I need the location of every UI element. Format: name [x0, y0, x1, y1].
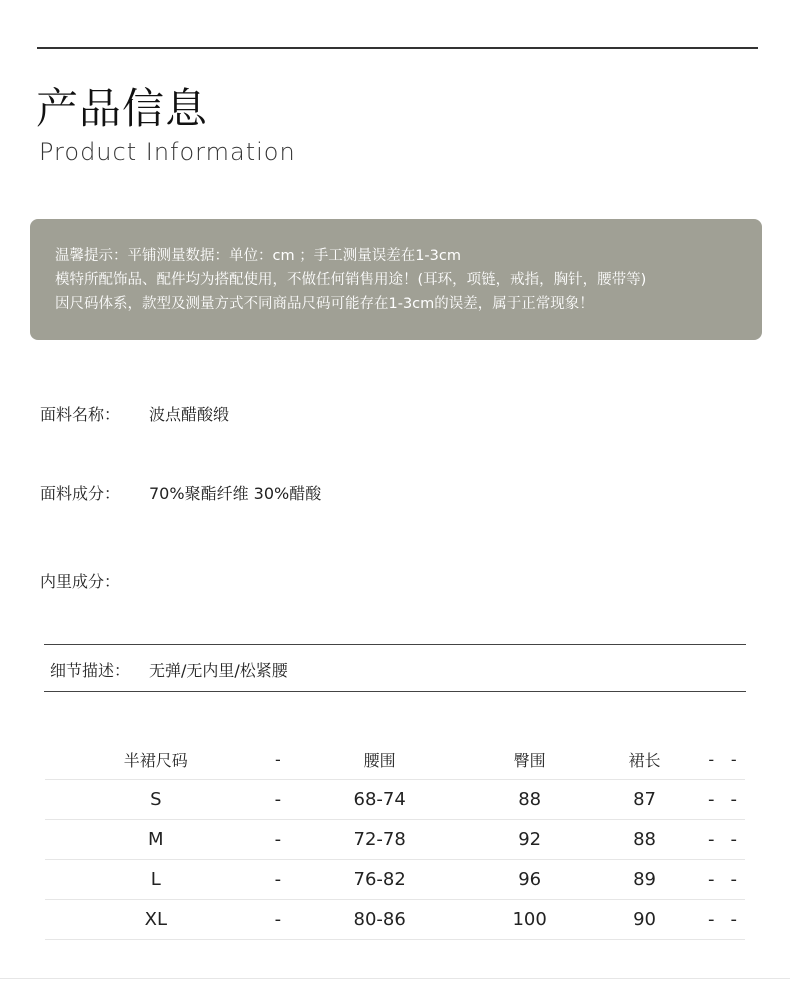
size-cell: 72-78	[289, 820, 470, 860]
size-header-cell: 臀围	[470, 739, 589, 780]
size-cell: 88	[589, 820, 700, 860]
spec-label: 面料成分：	[40, 484, 121, 503]
size-cell: -	[722, 900, 745, 940]
size-cell: 68-74	[289, 780, 470, 820]
size-cell: 100	[470, 900, 589, 940]
detail-value: 无弹/无内里/松紧腰	[149, 661, 288, 680]
size-cell: -	[267, 860, 290, 900]
detail-label: 细节描述：	[50, 661, 131, 680]
size-header-cell: -	[700, 739, 723, 780]
size-cell: -	[267, 780, 290, 820]
spec-label: 面料名称：	[40, 405, 121, 424]
size-cell: M	[45, 820, 267, 860]
size-header-cell: 腰围	[289, 739, 470, 780]
table-row	[45, 900, 745, 940]
size-cell: -	[722, 820, 745, 860]
size-cell: L	[45, 860, 267, 900]
size-cell: -	[700, 900, 723, 940]
page-title: 产品信息	[36, 84, 209, 133]
size-cell: 89	[589, 860, 700, 900]
size-header-cell: 半裙尺码	[45, 739, 267, 780]
size-cell: 87	[589, 780, 700, 820]
size-cell: 80-86	[289, 900, 470, 940]
size-cell: 96	[470, 860, 589, 900]
size-cell: -	[700, 780, 723, 820]
size-cell: XL	[45, 900, 267, 940]
bottom-divider	[0, 978, 790, 979]
size-header-cell: 裙长	[589, 739, 700, 780]
size-cell: -	[722, 860, 745, 900]
table-row	[45, 860, 745, 900]
size-cell: 92	[470, 820, 589, 860]
size-cell: -	[700, 860, 723, 900]
size-cell: -	[722, 780, 745, 820]
size-table	[45, 739, 745, 940]
size-cell: S	[45, 780, 267, 820]
notice-line: 因尺码体系，款型及测量方式不同商品尺码可能存在1-3cm的误差，属于正常现象！	[55, 296, 594, 312]
detail-description	[44, 644, 746, 692]
top-divider	[37, 47, 758, 49]
notice-box	[30, 219, 762, 340]
spec-value: 波点醋酸缎	[149, 405, 230, 424]
spec-label: 内里成分：	[40, 572, 121, 591]
size-cell: 90	[589, 900, 700, 940]
size-header-cell: -	[267, 739, 290, 780]
size-cell: 88	[470, 780, 589, 820]
notice-line: 温馨提示：平铺测量数据：单位：cm ；手工测量误差在1-3cm	[55, 248, 461, 264]
size-cell: -	[267, 900, 290, 940]
size-cell: 76-82	[289, 860, 470, 900]
page-subtitle: Product Information	[39, 138, 296, 166]
table-row	[45, 820, 745, 860]
size-header-cell: -	[722, 739, 745, 780]
size-table-header	[45, 739, 745, 780]
table-row	[45, 780, 745, 820]
notice-line: 模特所配饰品、配件均为搭配使用，不做任何销售用途！(耳环，项链，戒指，胸针，腰带等)	[55, 272, 647, 288]
spec-value: 70%聚酯纤维 30%醋酸	[149, 484, 322, 503]
size-cell: -	[267, 820, 290, 860]
size-cell: -	[700, 820, 723, 860]
